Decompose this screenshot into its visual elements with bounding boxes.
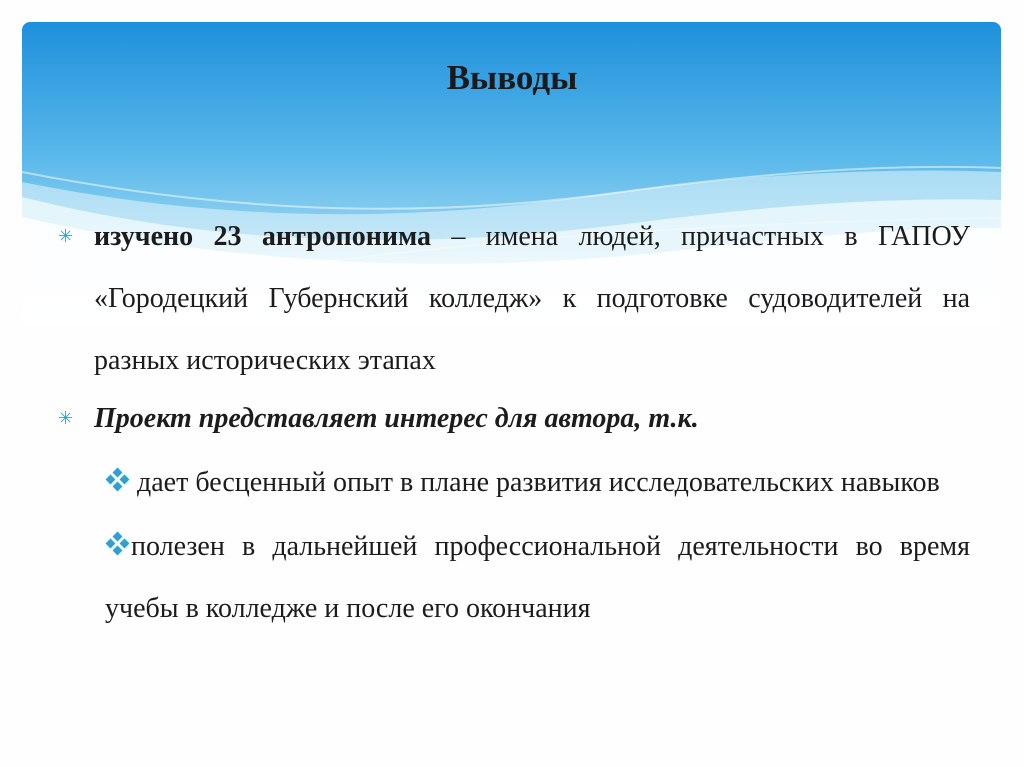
bullet-bold-text: изучено 23 антропонима xyxy=(94,221,431,252)
slide-title: Выводы xyxy=(446,58,578,97)
bullet-item-antroponims xyxy=(58,206,970,392)
sub-bullet-item-experience xyxy=(58,452,970,514)
bullet-text: Проект представляет интерес для автора, т.к. xyxy=(94,403,699,434)
slide-body xyxy=(58,206,970,640)
diamond-cluster-icon xyxy=(105,469,131,489)
sub-bullet-item-usefulness xyxy=(58,516,970,640)
sub-bullet-text: полезен в дальнейшей профессиональной деятельности во время учебы в колледже и после его окончания xyxy=(105,531,970,624)
sub-bullet-text: дает бесценный опыт в плане развития исследовательских навыков xyxy=(137,467,940,498)
asterisk-icon: ✳ xyxy=(58,408,74,429)
asterisk-icon: ✳ xyxy=(58,226,74,247)
diamond-cluster-icon xyxy=(105,533,131,553)
bullet-item-project-interest xyxy=(58,388,970,450)
bullet-rest-text: – имена людей, причастных в ГАПОУ «Городецкий Губернский колледж» к подготовке судоводителей на разных исторических этапах xyxy=(94,221,970,376)
